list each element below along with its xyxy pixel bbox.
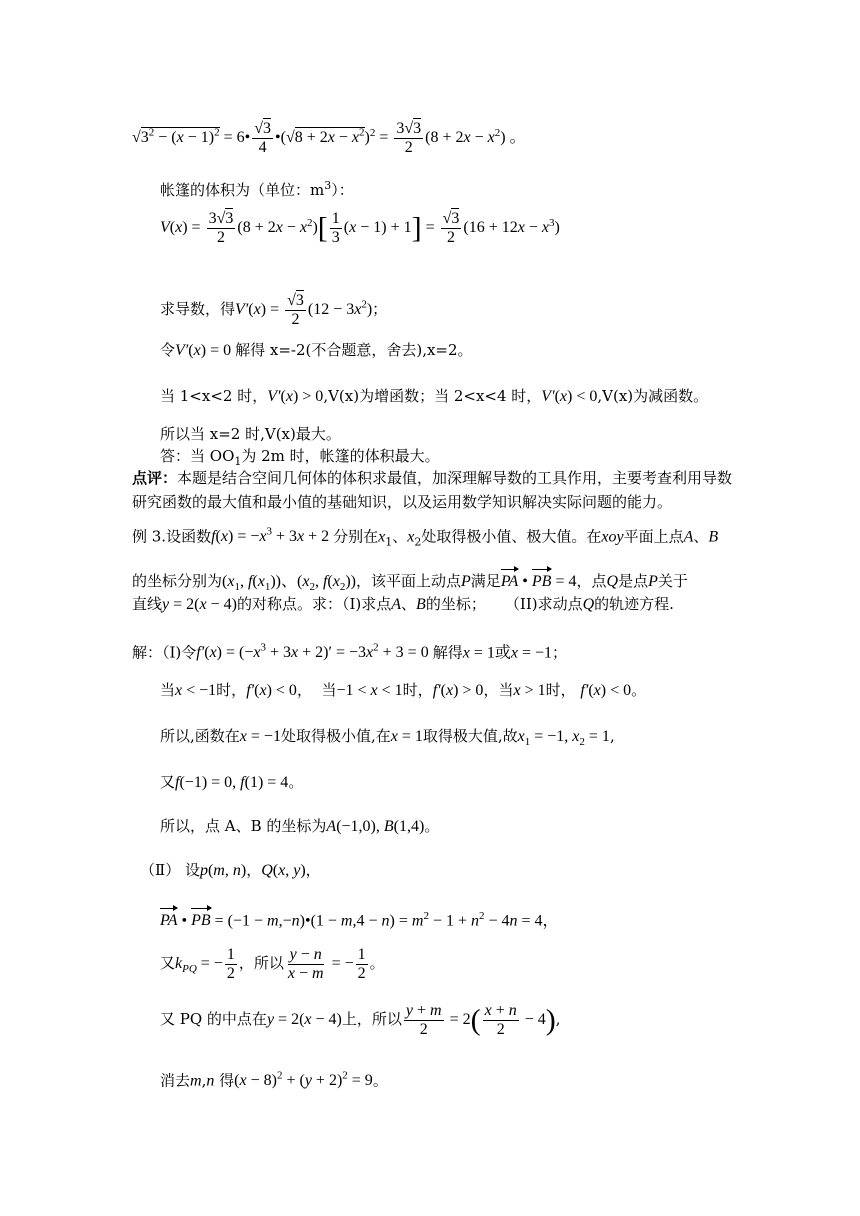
example3-line-1: 例 3.设函数$f(x) = -x^3 + 3x + 2$ 分别在$x_1$、$x_2$处取得极小值、极大值。在xoy平面上点A、B	[132, 526, 719, 549]
part2-line-2: PA • PB = (−1 − m,−n)•(1 − $m,4 - n) = m^2 - 1 + n^2 - 4n = 4$，	[160, 906, 559, 931]
solution-line-2: 当x < −1时，f′(x) < 0， 当−1 < x < 1时，f′(x) > 0，当x > 1时， f′(x) < 0。	[160, 681, 647, 699]
tent-volume-heading: 帐篷的体积为（单位：$m^3$）：	[160, 179, 354, 199]
part2-line-3: 又$k_{PQ}$ = − $\frac{1}{2}$ ，所以 $\frac{y - n}{x - m}$ = − $\frac{1}{2}$ 。	[160, 946, 385, 982]
comment-line-1: 点评：本题是结合空间几何体的体积求最值，加深理解导数的工具作用，主要考查利用导数	[132, 469, 733, 487]
solve-line: 令V′(x) = 0 解得 x=-2(不合题意，舍去),x=2。	[160, 341, 473, 359]
solution-line-5: 所以，点 A、B 的坐标为A(−1,0), B(1,4)。	[160, 817, 440, 835]
part2-line-1: （Ⅱ） 设p(m, n)，Q(x, y)，	[140, 861, 321, 879]
derivative-line: 求导数，得V′(x) = $\frac{√3}{2}$ $(12 - 3x^2)$；	[160, 292, 388, 328]
comment-line-2: 研究函数的最大值和最小值的基础知识，以及运用数学知识解决实际问题的能力。	[132, 493, 673, 511]
volume-formula: V(x) = $\frac{3√3}{2}$ $(8 + 2x - x^2)$[ $\frac{1}{3}$ (x − 1) + 1] = $\frac{√3}{2}$ $(16 + 12x - x^3)$	[160, 210, 560, 246]
example3-line-2: 的坐标分别为($x_1$, $f(x_1)$)、($x_2$, $f(x_2)$)，该平面上动点P满足PA • PB = 4，点Q是点P关于	[132, 568, 688, 597]
part2-line-5: 消去m,n 得$(x - 8)^2 + (y + 2)^2 = 9$。	[160, 1070, 388, 1090]
max-line: 所以当 x=2 时,V(x)最大。	[160, 425, 341, 443]
example3-line-3: 直线y = 2(x − 4)的对称点。求：（I)求点A、B的坐标； （II)求动点Q的轨迹方程.	[132, 595, 674, 613]
solution-line-1: 解：（Ⅰ)令$f'(x) = (-x^3 + 3x + 2)' = -3x^2 + 3 = 0$ 解得x = 1或x = −1；	[132, 642, 568, 662]
formula-line-1: $√3^2 - (x - 1)^2$ = 6• $\frac{√3}{4}$ •(√8 + $2x - x^2)^2$ = $\frac{3√3}{2}$ $(8 + 2x - x^2)$ 。	[132, 120, 526, 156]
answer-line: 答：当 $OO_1$为 2m 时，帐篷的体积最大。	[160, 447, 440, 468]
solution-line-3: 所以,函数在x = −1处取得极小值,在x = 1取得极大值,故$x_1 = -1$, $x_2 = 1$,	[160, 727, 615, 749]
monotonic-line: 当 1<x<2 时，V′(x) > 0,V(x)为增函数；当 2<x<4 时，V′(x) < 0,V(x)为减函数。	[160, 387, 709, 405]
solution-line-4: 又f(−1) = 0, f(1) = 4。	[160, 773, 304, 791]
part2-line-4: 又 PQ 的中点在y = 2(x − 4)上，所以 $\frac{y + m}{2}$ = 2( $\frac{x + n}{2}$ − 4),	[160, 1002, 561, 1038]
